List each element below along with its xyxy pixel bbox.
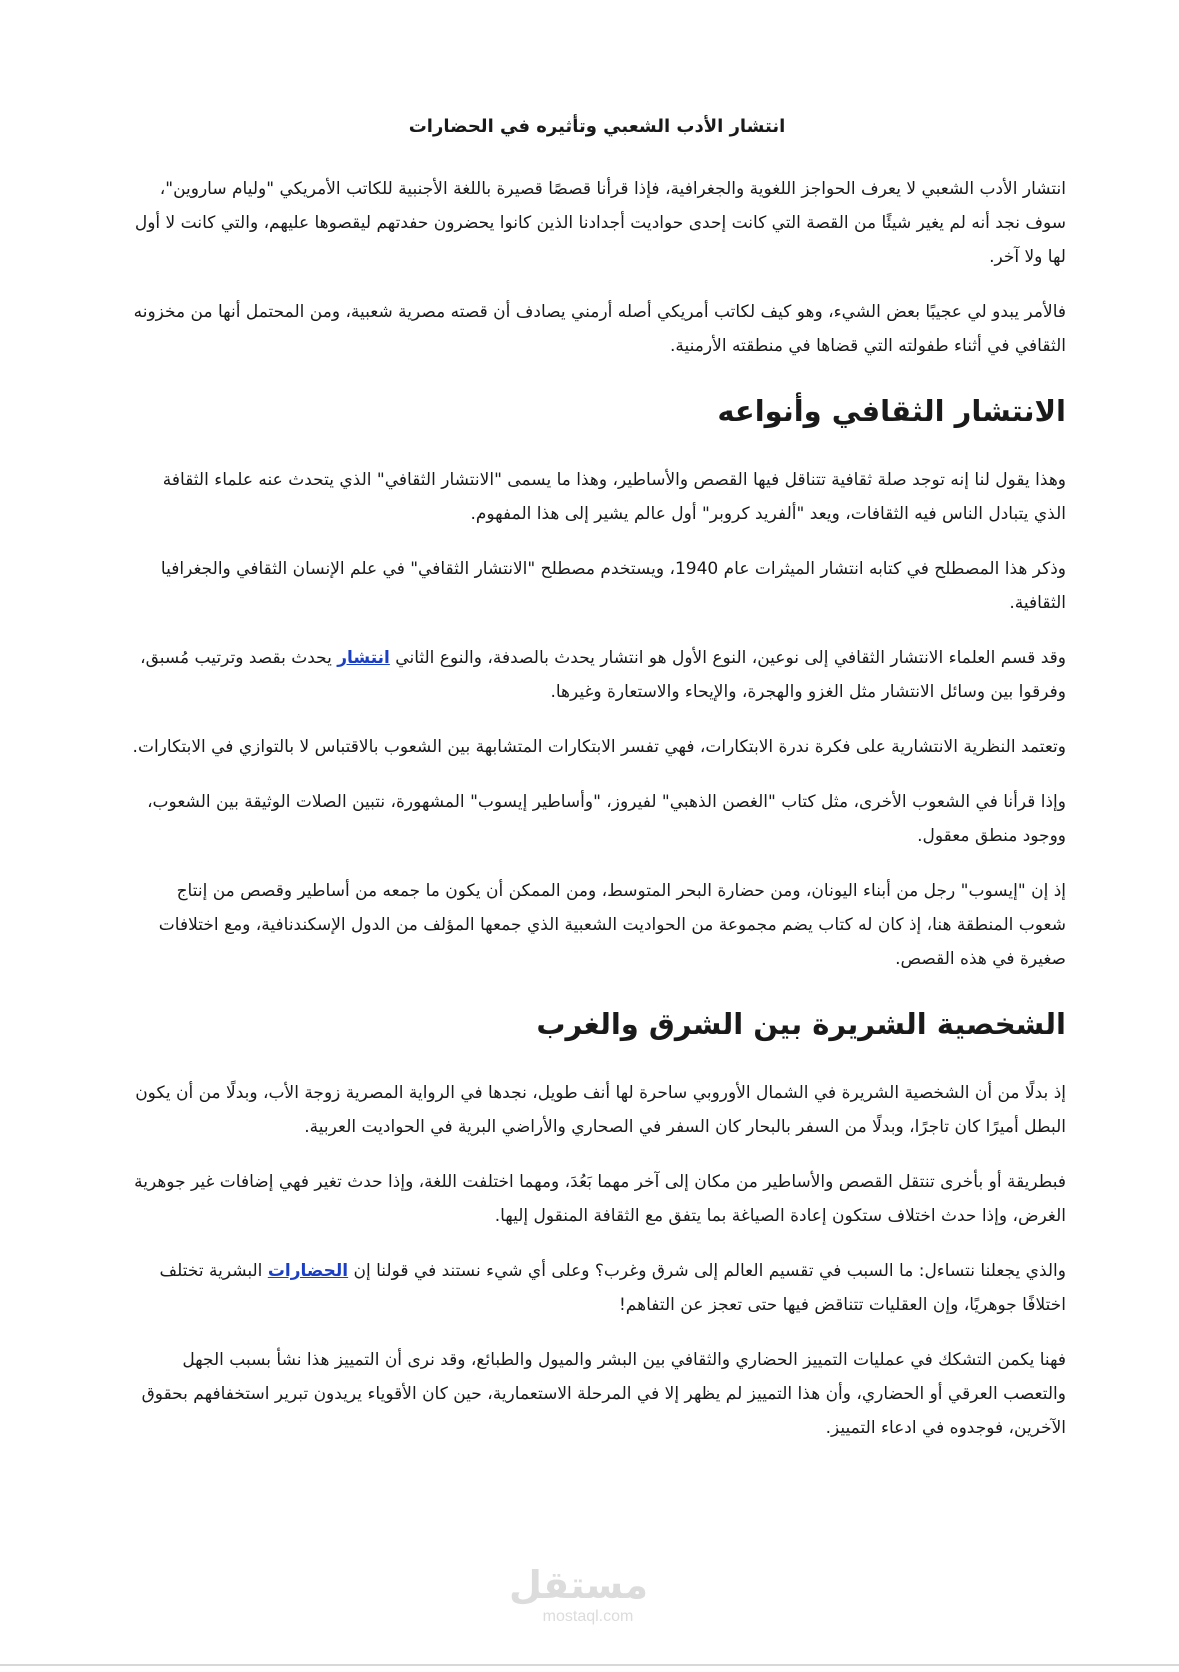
paragraph: وإذا قرأنا في الشعوب الأخرى، مثل كتاب "الغصن الذهبي" لفيروز، "وأساطير إيسوب" المشهورة، نتبين الصلات الوثيقة بين الشعوب، ووجود منطق معقول. bbox=[147, 792, 1066, 846]
paragraph: إذ بدلًا من أن الشخصية الشريرة في الشمال الأوروبي ساحرة لها أنف طويل، نجدها في الرواية المصرية زوجة الأب، وبدلًا من أن يكون البطل أميرًا كان تاجرًا، وبدلًا من السفر بالبحار كان السفر في الصحاري والأراضي البرية في الحواديت العربية. bbox=[135, 1083, 1066, 1137]
paragraph: وتعتمد النظرية الانتشارية على فكرة ندرة الابتكارات، فهي تفسر الابتكارات المتشابهة بين الشعوب بالاقتباس لا بالتوازي في الابتكارات. bbox=[132, 737, 1066, 757]
mostaql-watermark bbox=[509, 1563, 648, 1627]
section-heading: الشخصية الشريرة بين الشرق والغرب bbox=[536, 1007, 1066, 1041]
paragraph: فبطريقة أو بأخرى تنتقل القصص والأساطير من مكان إلى آخر مهما بَعُدَ، ومهما اختلفت اللغة، وإذا حدث تغير فهي إضافات غير جوهرية الغرض، وإذا حدث اختلاف ستكون إعادة الصياغة بما يتفق مع الثقافة المنقول إليها. bbox=[134, 1172, 1066, 1226]
paragraph: وذكر هذا المصطلح في كتابه انتشار الميثرات عام 1940، ويستخدم مصطلح "الانتشار الثقافي" في علم الإنسان الثقافي والجغرافيا الثقافية. bbox=[160, 559, 1066, 613]
section-heading: الانتشار الثقافي وأنواعه bbox=[717, 394, 1066, 428]
paragraph-text: وقد قسم العلماء الانتشار الثقافي إلى نوعين، النوع الأول هو انتشار يحدث بالصدفة، والنوع الثاني bbox=[389, 648, 1066, 668]
paragraph: انتشار الأدب الشعبي لا يعرف الحواجز اللغوية والجغرافية، فإذا قرأنا قصصًا قصيرة باللغة الأجنبية للكاتب الأمريكي "وليام ساروين"، سوف نجد أنه لم يغير شيئًا من القصة التي كانت إحدى حواديت أجدادنا الذين كانوا يحضرون حفدتهم ليقصوها عليهم، والتي كانت لا أول لها ولا آخر. bbox=[134, 179, 1066, 267]
link-intishar[interactable]: انتشار bbox=[337, 648, 390, 668]
paragraph-text: البشرية تختلف اختلافًا جوهريًا، وإن العقليات تتناقض فيها حتى تعجز عن التفاهم! bbox=[159, 1261, 1066, 1315]
paragraph bbox=[128, 641, 1066, 709]
paragraph: إذ إن "إيسوب" رجل من أبناء اليونان، ومن حضارة البحر المتوسط، ومن الممكن أن يكون ما جمعه من أساطير وقصص من إنتاج شعوب المنطقة هنا، إذ كان له كتاب يضم مجموعة من الحواديت الشعبية الذي جمعها المؤلف من الدول الإسكندنافية، ومع اختلافات صغيرة في هذه القصص. bbox=[158, 881, 1066, 969]
document-body bbox=[128, 112, 1066, 1466]
page-bottom-divider bbox=[0, 1664, 1179, 1666]
watermark-logo: مستقل bbox=[509, 1563, 648, 1607]
paragraph-text: يحدث بقصد وترتيب مُسبق، وفرقوا بين وسائل الانتشار مثل الغزو والهجرة، والإيحاء والاستعارة وغيرها. bbox=[140, 648, 1066, 702]
paragraph: وهذا يقول لنا إنه توجد صلة ثقافية تتناقل فيها القصص والأساطير، وهذا ما يسمى "الانتشار الثقافي" الذي يتحدث عنه علماء الثقافة الذي يتبادل الناس فيه الثقافات، ويعد "ألفريد كروبر" أول عالم يشير إلى هذا المفهوم. bbox=[162, 470, 1066, 524]
paragraph bbox=[128, 1254, 1066, 1322]
paragraph: فهنا يكمن التشكك في عمليات التمييز الحضاري والثقافي بين البشر والميول والطبائع، وقد نرى أن التمييز هذا نشأ بسبب الجهل والتعصب العرقي أو الحضاري، وأن هذا التمييز لم يظهر إلا في المرحلة الاستعمارية، حين كان الأقوياء يريدون تبرير استخفافهم بحقوق الآخرين، فوجدوه في ادعاء التمييز. bbox=[141, 1350, 1066, 1438]
paragraph-text: والذي يجعلنا نتساءل: ما السبب في تقسيم العالم إلى شرق وغرب؟ وعلى أي شيء نستند في قولنا إن bbox=[348, 1261, 1066, 1281]
link-hadarat[interactable]: الحضارات bbox=[267, 1261, 349, 1281]
paragraph: فالأمر يبدو لي عجيبًا بعض الشيء، وهو كيف لكاتب أمريكي أصله أرمني يصادف أن قصته مصرية شعبية، ومن المحتمل أنها من مخزونه الثقافي في أثناء طفولته التي قضاها في منطقته الأرمنية. bbox=[133, 302, 1066, 356]
watermark-url: mostaql.com bbox=[542, 1608, 634, 1625]
document-title: انتشار الأدب الشعبي وتأثيره في الحضارات bbox=[408, 116, 786, 137]
